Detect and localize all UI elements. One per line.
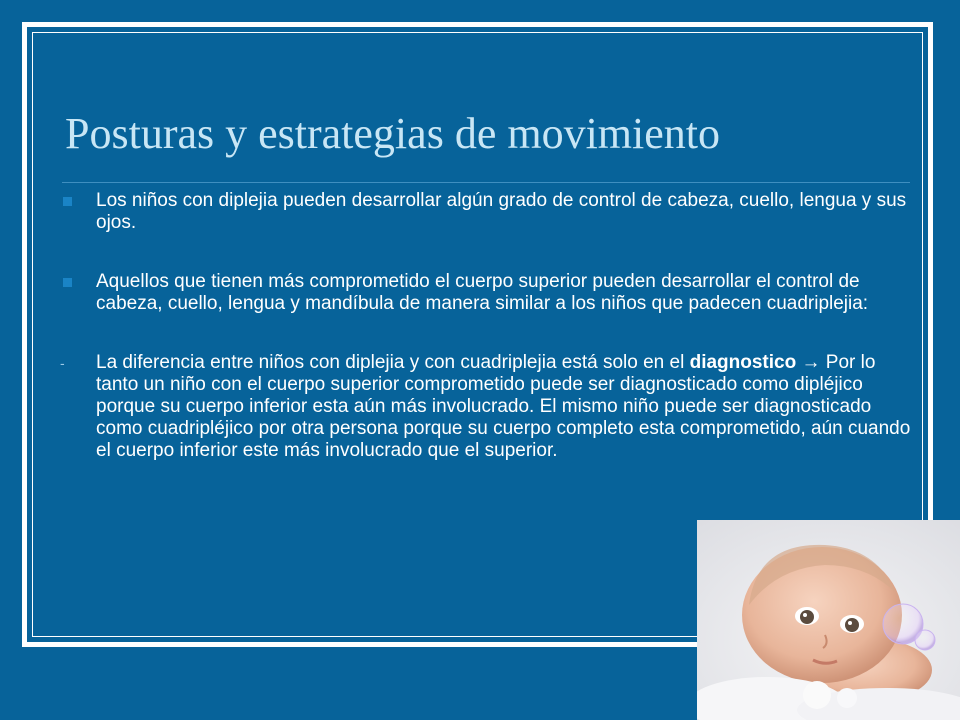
- title-divider: [62, 182, 910, 183]
- square-bullet-icon: [63, 197, 72, 206]
- bullet-text-after: Por lo tanto un niño con el cuerpo superior comprometido puede ser diagnosticado como dipléjico porque su cuerpo inferior esta aún más involucrado. El mismo niño puede ser diagnosticado como cuadripléjico por otra persona porque su cuerpo completo esta comprometido, aún cuando el cuerpo inferior este más involucrado que el superior.: [96, 352, 911, 461]
- bullet-item: [60, 271, 915, 315]
- bullet-text-before: La diferencia entre niños con diplejia y con cuadriplejia está solo en el: [96, 352, 690, 373]
- baby-photo-icon: [697, 520, 960, 720]
- bullet-item: [60, 190, 915, 234]
- bullet-text: Aquellos que tienen más comprometido el cuerpo superior pueden desarrollar el control de cabeza, cuello, lengua y mandíbula de manera similar a los niños que padecen cuadriplejia:: [96, 271, 869, 314]
- slide-title: Posturas y estrategias de movimiento: [65, 109, 720, 158]
- baby-photo: [697, 520, 960, 720]
- bullet-item: [60, 352, 915, 462]
- arrow-icon: →: [796, 352, 826, 373]
- slide-body: [60, 190, 915, 462]
- dash-bullet-icon: -: [60, 355, 65, 371]
- square-bullet-icon: [63, 278, 72, 287]
- keyword-diagnostico: diagnostico: [689, 352, 797, 373]
- bullet-text: Los niños con diplejia pueden desarrollar algún grado de control de cabeza, cuello, lengua y sus ojos.: [96, 190, 907, 233]
